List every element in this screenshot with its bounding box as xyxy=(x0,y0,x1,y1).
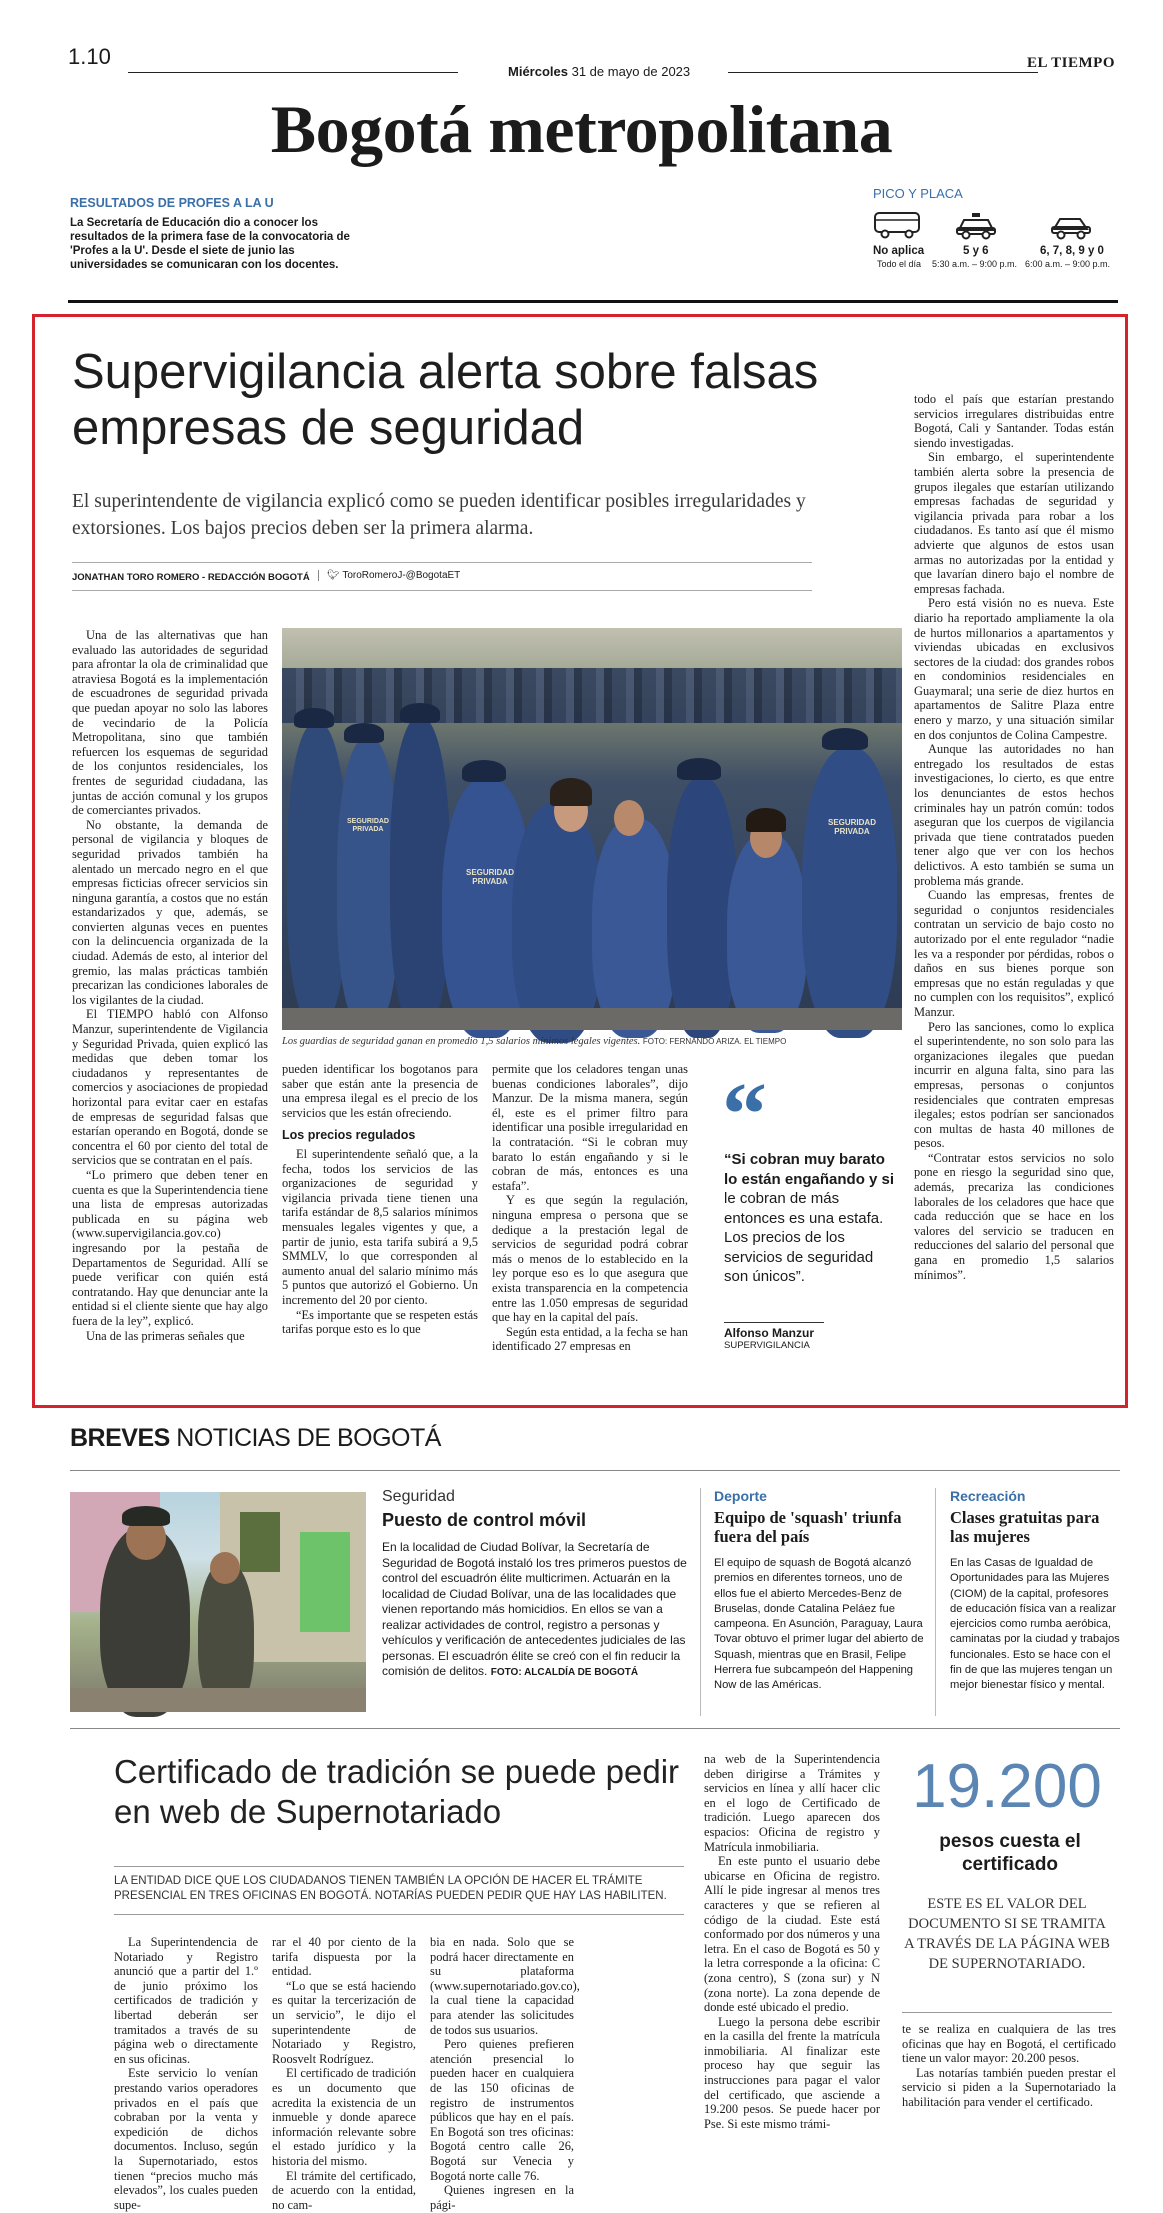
main-col-1 xyxy=(72,628,268,1394)
paragraph: na web de la Superintendencia deben dirigirse a Trámites y servicios en línea y allí hacer clic en el logo de Certificado de tradición. Luego aparecen dos espacios: Oficina de registro y Matrícula inmobiliaria. xyxy=(704,1752,880,1854)
guard-cap xyxy=(677,758,721,780)
guard-cap xyxy=(344,723,384,743)
paragraph: Sin embargo, el superintendente también alerta sobre la presencia de grupos ilegales que estarían utilizando empresas fachadas de seguridad y vigilancia privada para robar a los ciudadanos. Es tanto así que él mismo advierte que algunos de estos usan armas no autorizadas por la entidad y que lavarían dinero bajo el nombre de empresas fachada. xyxy=(914,450,1114,596)
byline-rule-bottom xyxy=(72,590,812,591)
brand-logo: EL TIEMPO xyxy=(1027,55,1115,71)
cert-headline: Certificado de tradición se puede pedir en web de Supernotariado xyxy=(114,1753,680,1830)
cert-col-4 xyxy=(704,1752,880,2196)
paragraph: El TIEMPO habló con Alfonso Manzur, superintendente de Vigilancia y Seguridad Privada, quien explicó las medidas que deben tomar los ciudadanos y representantes de comercios y asociaciones de propiedad horizontal para evitar caer en estafas de empresas de seguridad falsas que estarían operando en Bogotá, donde se concentra el 60 por ciento del total de servicios que se contratan en el país. xyxy=(72,1007,268,1168)
pull-quote-bold: “Si cobran muy barato lo están engañando y si xyxy=(724,1151,895,1188)
cert-lead-rule xyxy=(114,1866,684,1867)
photo-credit: FOTO: FERNANDO ARIZA. EL TIEMPO xyxy=(642,1037,787,1046)
paragraph: bia en nada. Solo que se podrá hacer directamente en su plataforma (www.supernotariado.gov.co), la cual tiene la capacidad para atender las solicitudes de todos sus usuarios. xyxy=(430,1935,580,2037)
byline-rule xyxy=(72,562,812,563)
twitter-handle xyxy=(318,570,460,581)
photo-caption xyxy=(282,1036,902,1047)
main-col-4 xyxy=(914,392,1114,1394)
cert-col-3 xyxy=(430,1935,580,2212)
pull-quote xyxy=(724,1150,900,1287)
paragraph: No obstante, la demanda de personal de vigilancia y bloques de seguridad privados también ha alentado un mercado negro en el que empresas ficticias ofrecer servicios sin ninguna garantía, a costos que no están estandarizados y que, además, se convierten algunas veces en puentes con la delincuencia organizada de la ciudad. Además de esto, al interior del gremio, las malas prácticas también precarizan las condiciones laborales de los vigilantes de la ciudad. xyxy=(72,817,268,1007)
guard-cap xyxy=(462,760,506,782)
header-divider xyxy=(68,300,1118,303)
guard-hair xyxy=(550,778,592,806)
profes-kicker: RESULTADOS DE PROFES A LA U xyxy=(70,196,274,210)
paragraph: El superintendente señaló que, a la fecha, todos los servicios de las organizaciones de seguridad y vigilancia privada tiene tienen una tarifa estándar de 8,5 salarios mínimos mensuales legales vigentes y que, a partir de junio, esta tarifa subirá a 9,5 SMMLV, lo que corresponden al aumento anual del salario mínimo más 5 puntos que autorizó el Gobierno. Un incremento del 20 por ciento. xyxy=(282,1146,478,1307)
paragraph: El trámite del certificado, de acuerdo con la entidad, no cam- xyxy=(272,2168,416,2212)
breve-1-kicker: Seguridad xyxy=(382,1488,455,1505)
pico-bus-hours: Todo el día xyxy=(877,259,922,269)
paragraph: “Contratar estos servicios no solo pone en riesgo la seguridad sino que, además, precariza las condiciones laborales de los celadores que hace que cada reducción que se hace en los valores del servicio se traducen en reducciones del salario del personal que gana en promedio 1,5 salarios mínimos”. xyxy=(914,1150,1114,1282)
section-title: Bogotá metropolitana xyxy=(270,91,893,167)
paragraph: Las notarías también pueden prestar el servicio si piden a la Supernotariado la habilitación para vender el certificado. xyxy=(902,2065,1116,2109)
pull-quote-text: le cobran de más entonces es una estafa. Los precios de los servicios de seguridad son únicos”. xyxy=(724,1190,884,1285)
breve-2-text: El equipo de squash de Bogotá alcanzó premios en diferentes torneos, uno de ellos fue el abierto Mercedes-Benz de Bruselas, donde Catalina Peláez fue campeona. En Asunción, Paraguay, Laura Tovar obtuvo el primer lugar del abierto de Squash, mientras que en Brasil, Felipe Herrera fue subcampeón del Happening Now de las Américas. xyxy=(714,1557,924,1692)
breve-2-title: Equipo de 'squash' triunfa fuera del país xyxy=(714,1508,902,1546)
paragraph: Una de las alternativas que han evaluado las autoridades de seguridad para afrontar la ola de criminalidad que atraviesa Bogotá es la implementación de escuadrones de seguridad privada que puedan apoyar no solo las labores de vecindario de la Policía Metropolitana, sino que también refuercen los esquemas de seguridad de los conjuntos residenciales, los frentes de seguridad ciudadana, las juntas de acción comunal y los grupos de comerciantes privados. xyxy=(72,628,268,818)
paragraph: Este servicio lo venían prestando varios operadores privados en el país que cobraban por la venta y expedición de dichos documentos. Incluso, según la Supernotariado, estos tienen “precios mucho más elevados”, los cuales pueden supe- xyxy=(114,2066,258,2212)
header-rule-left xyxy=(128,72,458,73)
breves-label xyxy=(70,1424,441,1453)
paragraph: “Lo primero que deben tener en cuenta es que la Superintendencia tiene una lista de empresas autorizadas publicada en su página web (www.supervigilancia.gov.co) ingresando por la pestaña de Departamentos de Seguridad. Allí se puede verificar con quién está contratando. Hay que denunciar ante la entidad si el cliente siente que hay algo fuera de la ley”, explicó. xyxy=(72,1167,268,1328)
main-lead: El superintendente de vigilancia explicó como se pueden identificar posibles irregularidades y extorsiones. Los bajos precios deben ser la primera alarma. xyxy=(72,491,806,539)
paragraph: “Lo que se está haciendo es quitar la tercerización de un servicio”, le dijo el superintendente de Notariado y Registro, Roosvelt Rodríguez. xyxy=(272,1978,416,2066)
paragraph: rar el 40 por ciento de la tarifa dispuesta por la entidad. xyxy=(272,1935,416,1979)
guard-figure xyxy=(727,833,807,1033)
quote-author: Alfonso Manzur xyxy=(724,1322,824,1340)
breves-rule xyxy=(70,1470,1120,1471)
breves-label-rest: NOTICIAS DE BOGOTÁ xyxy=(176,1424,441,1452)
guard-cap xyxy=(294,708,334,728)
soldier-face xyxy=(210,1552,240,1584)
paragraph: En este punto el usuario debe ubicarse en Oficina de registro. Allí le pide ingresar al menos tres caracteres y que se refieren al código de la ciudad. Este está conformado por dos números y una letra. En el caso de Bogotá es 50 y la letra corresponde a la oficina: C (zona centro), S (zona sur) y N (zona norte). La zona depende de donde esté ubicado el predio. xyxy=(704,1854,880,2015)
vest-label: SEGURIDAD PRIVADA xyxy=(346,818,389,833)
guard-figure xyxy=(802,748,897,1038)
vest-label: SEGURIDAD PRIVADA xyxy=(465,868,514,886)
issue-date xyxy=(508,64,690,79)
big-number: 19.200 xyxy=(912,1752,1102,1821)
pico-taxi-hours: 5:30 a.m. – 9:00 p.m. xyxy=(932,259,1018,269)
soldier-cap xyxy=(122,1506,170,1526)
big-number-note: ESTE ES EL VALOR DEL DOCUMENTO SI SE TRAMITA A TRAVÉS DE LA PÁGINA WEB DE SUPERNOTARIADO. xyxy=(904,1896,1110,1972)
paragraph: El certificado de tradición es un documento que acredita la existencia de un inmueble y donde aparece información relevante sobre el estado jurídico y la historia del mismo. xyxy=(272,2066,416,2168)
guard-cap xyxy=(400,703,440,723)
paragraph: Pero quienes prefieren atención presencial lo pueden hacer en cualquiera de las 150 oficinas de registro de instrumentos públicos que hay en el país. En Bogotá son tres oficinas: Bogotá centro calle 26, Bogotá sur Venecia y Bogotá norte calle 76. xyxy=(430,2037,574,2183)
paragraph: Cuando las empresas, frentes de seguridad o conjuntos residenciales contratan un servicio de bajo costo no autorizado por el ente regulador “nadie les va a responder por pérdidas, robos o daños en sus bienes porque son empresas que no están reguladas y que no cumplen con los requisitos”, explicó Manzur. xyxy=(914,888,1114,1019)
green-door xyxy=(300,1532,350,1632)
breve-3-kicker: Recreación xyxy=(950,1488,1026,1504)
main-col-3 xyxy=(492,1062,688,1394)
guard-figure xyxy=(512,803,602,1043)
twitter-icon: 🐦︎ xyxy=(327,570,340,581)
quote-mark-icon: “ xyxy=(722,1065,767,1164)
cert-col-5 xyxy=(902,2022,1116,2196)
paragraph: La Superintendencia de Notariado y Registro anunció que a partir del 1.º de junio próximo los certificados de tradición y libertad deberán ser tramitados a través de su página web o directamente en sus oficinas. xyxy=(114,1935,258,2066)
vest-label: SEGURIDAD PRIVADA xyxy=(827,818,876,836)
checkpoint-photo xyxy=(70,1492,366,1712)
big-number-rule xyxy=(902,2012,1112,2013)
paragraph: permite que los celadores tengan unas buenas condiciones laborales”, dijo Manzur. De la misma manera, según él, este es el primer filtro para identificar una posible irregularidad en la contratación. “Si le cobran muy barato lo están engañando y si le cobran de más, entonces es una estafa”. xyxy=(492,1062,688,1193)
guard-figure xyxy=(390,718,450,1028)
cert-col-1 xyxy=(114,1935,258,2212)
breve-2-kicker: Deporte xyxy=(714,1488,767,1504)
breve-1-title: Puesto de control móvil xyxy=(382,1510,587,1530)
paragraph: Quienes ingresen en la pági- xyxy=(430,2183,574,2212)
cert-col-2 xyxy=(272,1935,416,2212)
photo-ground xyxy=(282,1008,902,1030)
cert-lead-rule-bottom xyxy=(114,1914,684,1915)
big-number-caption: pesos cuesta el certificado xyxy=(939,1831,1081,1875)
car-icon xyxy=(1050,214,1092,240)
breve-3-text: En las Casas de Igualdad de Oportunidades para las Mujeres (CIOM) de la capital, profesores de educación física van a realizar ejercicios como rumba aeróbica, caminatas por la ciudad y trabajos funcionales. Esto se hace con el fin de que las mujeres tengan un mejor bienestar físico y mental. xyxy=(950,1557,1120,1692)
photo-caption-text: Los guardias de seguridad ganan en promedio 1,5 salarios mínimos legales vigentes. xyxy=(282,1036,641,1047)
paragraph: Y es que según la regulación, ninguna empresa o persona que se dedique a la prestación legal de servicios de seguridad podrá cobrar más o menos de lo establecido en la ley porque eso es lo que asegura que exista transparencia en la competencia entre las 1.050 empresas de seguridad que hay en la capital del país. xyxy=(492,1193,688,1325)
cert-top-rule xyxy=(70,1728,1120,1729)
byline: JONATHAN TORO ROMERO - REDACCIÓN BOGOTÁ xyxy=(72,572,310,583)
date-text: 31 de mayo de 2023 xyxy=(571,64,691,79)
paragraph: Aunque las autoridades no han entregado los resultados de estas investigaciones, lo cierto, es que entre los denunciantes de estos hechos criminales hay un patrón común: todos aseguran que los cuerpos de vigilancia privada que tiene contratados pueden tener algo que ver con los hechos delictivos. A esto también se suma un problema más grande. xyxy=(914,742,1114,888)
guard-cap xyxy=(822,728,868,750)
pico-title: PICO Y PLACA xyxy=(873,186,963,201)
guards-photo xyxy=(282,628,902,1030)
breve-1-body: En la localidad de Ciudad Bolívar, la Secretaría de Seguridad de Bogotá instaló los tres primeros puestos de control del escuadrón élite multicrimen. Actuarán en la localidad de Ciudad Bolívar, una de las localidades que vienen reportando más homicidios. En ellos se van a realizar actividades de control, registro a personas y vehículos y verificación de antecedentes judiciales de las personas. El escuadrón élite se creó con el fin reducir la comisión de delitos. xyxy=(382,1540,687,1678)
main-col-2 xyxy=(282,1062,478,1394)
pico-taxi-label: 5 y 6 xyxy=(963,245,989,257)
page-number: 1.10 xyxy=(68,44,111,69)
main-headline: Supervigilancia alerta sobre falsas empresas de seguridad xyxy=(72,345,819,455)
breves-divider xyxy=(935,1488,936,1716)
bus-icon xyxy=(873,210,923,240)
taxi-icon xyxy=(955,212,997,240)
house-window xyxy=(240,1512,280,1572)
paragraph: Luego la persona debe escribir en la casilla del frente la matrícula inmobiliaria. Al finalizar este proceso hay que seguir las instrucciones para pagar el valor del certificado, que asciende a 19.200 pesos. Se puede hacer por Pse. Si este mismo trámi- xyxy=(704,2014,880,2131)
header-rule-right xyxy=(728,72,1038,73)
cert-lead: LA ENTIDAD DICE QUE LOS CIUDADANOS TIENEN TAMBIÉN LA OPCIÓN DE HACER EL TRÁMITE PRESENCIAL EN TRES OFICINAS EN BOGOTÁ. NOTARÍAS PUEDEN PEDIR QUE HAY LAS HABILITEN. xyxy=(114,1875,667,1902)
breve-1-text xyxy=(382,1540,700,1681)
paragraph: Según esta entidad, a la fecha se han identificado 27 empresas en xyxy=(492,1324,688,1354)
breve-1-credit: FOTO: ALCALDÍA DE BOGOTÁ xyxy=(490,1667,639,1678)
paragraph: Pero está visión no es nueva. Este diario ha reportado ampliamente la ola de hurtos millonarios a apartamentos y viviendas ubicadas en exclusivos sectores de la ciudad: dos grandes robos en condominios residenciales en Guaymaral; una serie de diez hurtos en apartamentos de Salitre Plaza entre enero y marzo, y una situación similar en dos conjuntos de Colina Campestre. xyxy=(914,596,1114,742)
pico-car-hours: 6:00 a.m. – 9:00 p.m. xyxy=(1025,259,1111,269)
breves-label-bold: BREVES xyxy=(70,1424,170,1452)
paragraph: Una de las primeras señales que xyxy=(86,1328,245,1343)
paragraph: pueden identificar los bogotanos para saber que están ante la presencia de una empresa ilegal es el precio de los servicios que les están ofreciendo. xyxy=(282,1062,478,1120)
guard-figure xyxy=(592,818,677,1038)
breve-3-title: Clases gratuitas para las mujeres xyxy=(950,1508,1100,1546)
paragraph: “Es importante que se respeten estás tarifas porque esto es lo que xyxy=(282,1307,478,1337)
subheading: Los precios regulados xyxy=(282,1128,416,1143)
guard-face xyxy=(614,800,644,836)
date-day: Miércoles xyxy=(508,64,568,79)
crowd-back xyxy=(282,668,902,723)
pico-car-label: 6, 7, 8, 9 y 0 xyxy=(1040,245,1104,257)
paragraph: te se realiza en cualquiera de las tres oficinas que hay en Bogotá, el certificado tiene un valor mayor: 20.200 pesos. xyxy=(902,2022,1116,2066)
quote-org: SUPERVIGILANCIA xyxy=(724,1340,810,1351)
street xyxy=(70,1688,366,1712)
twitter-handle-text: ToroRomeroJ-@BogotaET xyxy=(342,570,461,581)
pico-bus-label: No aplica xyxy=(873,245,925,257)
paragraph: todo el país que estarían prestando servicios irregulares distribuidas entre Bogotá, Cali y Santander. Todas están siendo investigadas. xyxy=(914,392,1114,450)
guard-hair xyxy=(746,808,786,832)
paragraph: Pero las sanciones, como lo explica el superintendente, no son solo para las organizaciones ilegales que puedan incurrir en alguna falta, sino para las empresas, personas o conjuntos residenciales que contraten empresas ilegales; estos podrían ser sancionados con multas de hasta 40 millones de pesos. xyxy=(914,1019,1114,1151)
breves-divider xyxy=(700,1488,701,1716)
profes-text: La Secretaría de Educación dio a conocer los resultados de la primera fase de la convocatoria de 'Profes a la U'. Desde el siete de junio las universidades se comunicaran con los docentes. xyxy=(70,217,350,271)
